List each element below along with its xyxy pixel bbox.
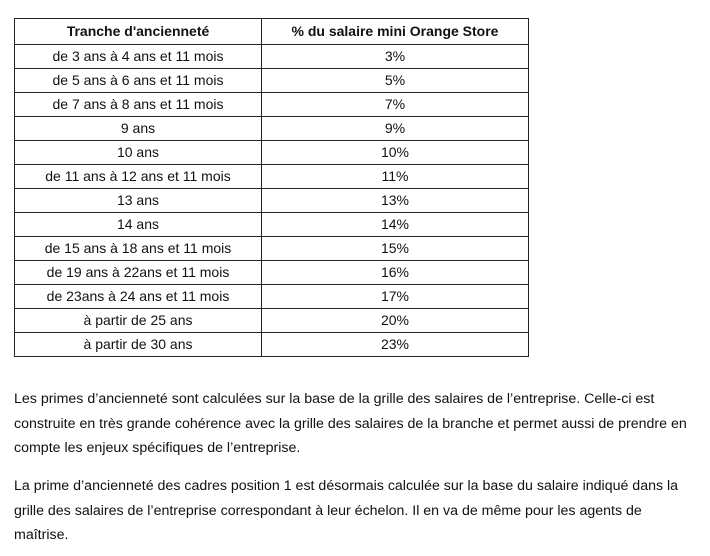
seniority-bracket-cell: 14 ans — [15, 213, 262, 237]
table-row — [15, 333, 529, 357]
paragraph-seniority-calculation: Les primes d’ancienneté sont calculées sur la base de la grille des salaires de l’entreprise. Celle-ci est construite en très grande cohérence avec la grille des salaires de la branche et permet aussi de prendre en compte les enjeux spécifiques de l’entreprise. — [14, 391, 687, 456]
header-seniority-bracket: Tranche d'ancienneté — [15, 19, 262, 45]
seniority-bracket-cell: de 19 ans à 22ans et 11 mois — [15, 261, 262, 285]
table-row — [15, 285, 529, 309]
seniority-table — [14, 18, 529, 357]
table-row — [15, 189, 529, 213]
salary-percent-cell: 7% — [262, 93, 529, 117]
table-row — [15, 45, 529, 69]
table-row — [15, 141, 529, 165]
seniority-bracket-cell: à partir de 25 ans — [15, 309, 262, 333]
table-row — [15, 165, 529, 189]
table-row — [15, 93, 529, 117]
salary-percent-cell: 11% — [262, 165, 529, 189]
header-salary-percent: % du salaire mini Orange Store — [262, 19, 529, 45]
table-row — [15, 69, 529, 93]
table-row — [15, 117, 529, 141]
paragraph-cadres-position: La prime d’ancienneté des cadres position 1 est désormais calculée sur la base du salaire indiqué dans la grille des salaires de l’entreprise correspondant à leur échelon. Il en va de même pour les agents de maîtrise. — [14, 478, 679, 543]
seniority-bracket-cell: 9 ans — [15, 117, 262, 141]
seniority-bracket-cell: 10 ans — [15, 141, 262, 165]
salary-percent-cell: 16% — [262, 261, 529, 285]
seniority-bracket-cell: à partir de 30 ans — [15, 333, 262, 357]
salary-percent-cell: 3% — [262, 45, 529, 69]
table-row — [15, 213, 529, 237]
table-row — [15, 261, 529, 285]
table-row — [15, 237, 529, 261]
salary-percent-cell: 14% — [262, 213, 529, 237]
salary-percent-cell: 9% — [262, 117, 529, 141]
salary-percent-cell: 13% — [262, 189, 529, 213]
seniority-bracket-cell: de 7 ans à 8 ans et 11 mois — [15, 93, 262, 117]
seniority-bracket-cell: de 5 ans à 6 ans et 11 mois — [15, 69, 262, 93]
table-body — [15, 45, 529, 357]
salary-percent-cell: 15% — [262, 237, 529, 261]
salary-percent-cell: 23% — [262, 333, 529, 357]
table-row — [15, 309, 529, 333]
seniority-bracket-cell: de 3 ans à 4 ans et 11 mois — [15, 45, 262, 69]
seniority-bracket-cell: de 23ans à 24 ans et 11 mois — [15, 285, 262, 309]
salary-percent-cell: 10% — [262, 141, 529, 165]
salary-percent-cell: 17% — [262, 285, 529, 309]
table-header-row — [15, 19, 529, 45]
seniority-bracket-cell: de 15 ans à 18 ans et 11 mois — [15, 237, 262, 261]
salary-percent-cell: 20% — [262, 309, 529, 333]
salary-percent-cell: 5% — [262, 69, 529, 93]
seniority-bracket-cell: de 11 ans à 12 ans et 11 mois — [15, 165, 262, 189]
seniority-bracket-cell: 13 ans — [15, 189, 262, 213]
